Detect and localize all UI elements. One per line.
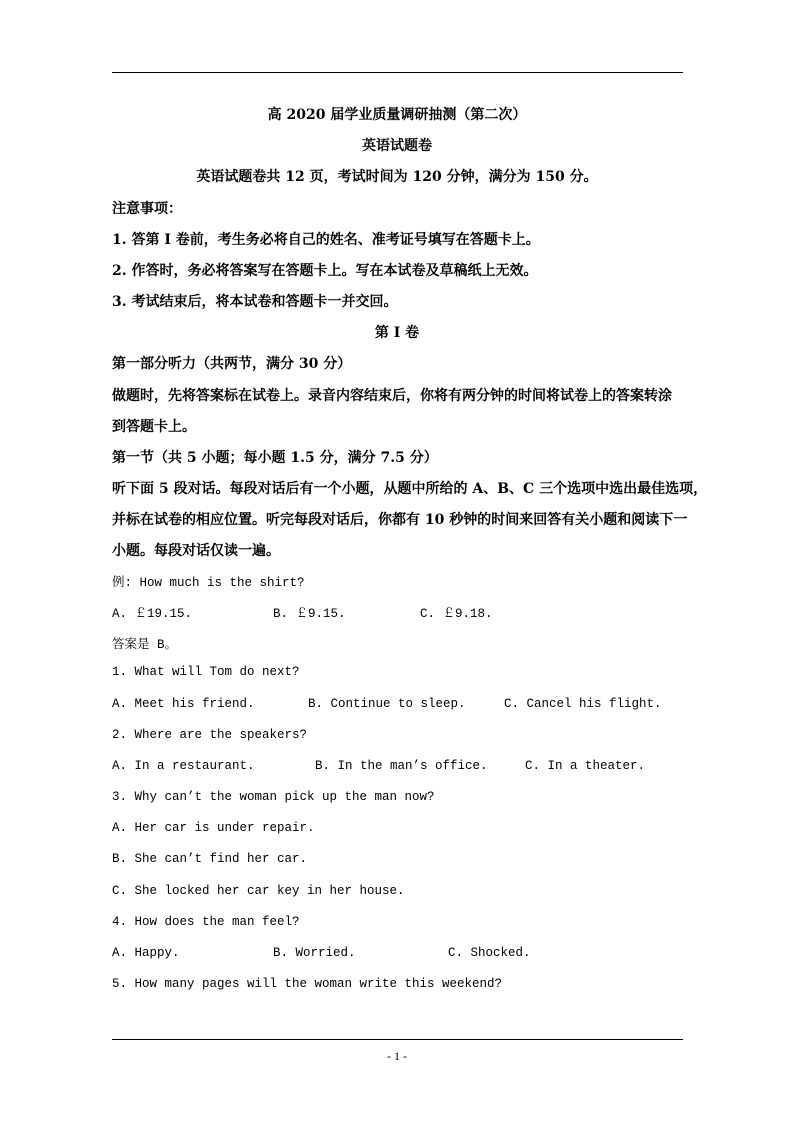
question-5: 5. How many pages will the woman write this weekend? — [112, 977, 503, 991]
question-4-option-a: A. Happy. — [112, 946, 180, 960]
exam-title: 高 2020 届学业质量调研抽测（第二次） — [267, 107, 527, 123]
question-2-option-c: C. In a theater. — [525, 759, 646, 773]
question-3-option-b: B. She can’t find her car. — [112, 852, 308, 866]
question-1-option-c: C. Cancel his flight. — [504, 697, 662, 711]
question-1: 1. What will Tom do next? — [112, 665, 300, 679]
question-3-option-c: C. She locked her car key in her house. — [112, 884, 405, 898]
question-3: 3. Why can’t the woman pick up the man now? — [112, 790, 435, 804]
notes-heading: 注意事项： — [112, 201, 182, 217]
example-option-c: C. ￡9.18. — [420, 607, 493, 621]
question-3-option-a: A. Her car is under repair. — [112, 821, 315, 835]
exam-subtitle: 英语试题卷 — [362, 138, 432, 154]
footer-rule — [112, 1039, 683, 1040]
question-2-option-b: B. In the man’s office. — [315, 759, 488, 773]
example-option-a: A. ￡19.15. — [112, 607, 193, 621]
part1-heading: 第一部分听力（共两节，满分 30 分） — [112, 356, 352, 372]
section1-instructions: 并标在试卷的相应位置。听完每段对话后，你都有 10 秒钟的时间来回答有关小题和阅读下一 — [112, 512, 688, 528]
section1-heading: 第一节（共 5 小题；每小题 1.5 分，满分 7.5 分） — [112, 450, 438, 466]
question-4-option-b: B. Worried. — [273, 946, 356, 960]
example-question: 例: How much is the shirt? — [112, 576, 305, 590]
note-item: 1. 答第 I 卷前，考生务必将自己的姓名、准考证号填写在答题卡上。 — [112, 232, 540, 248]
section1-instructions: 听下面 5 段对话。每段对话后有一个小题，从题中所给的 A、B、C 三个选项中选出最佳选项， — [112, 481, 708, 497]
volume-heading: 第 I 卷 — [374, 325, 420, 341]
note-item: 2. 作答时，务必将答案写在答题卡上。写在本试卷及草稿纸上无效。 — [112, 263, 538, 279]
question-4-option-c: C. Shocked. — [448, 946, 531, 960]
question-1-option-b: B. Continue to sleep. — [308, 697, 466, 711]
section1-instructions: 小题。每段对话仅读一遍。 — [112, 543, 280, 559]
question-2-option-a: A. In a restaurant. — [112, 759, 255, 773]
page-number: - 1 - — [387, 1049, 407, 1063]
part1-instructions: 做题时，先将答案标在试卷上。录音内容结束后，你将有两分钟的时间将试卷上的答案转涂 — [112, 388, 672, 404]
question-1-option-a: A. Meet his friend. — [112, 697, 255, 711]
example-option-b: B. ￡9.15. — [273, 607, 346, 621]
example-answer: 答案是 B。 — [112, 638, 178, 652]
note-item: 3. 考试结束后，将本试卷和答题卡一并交回。 — [112, 294, 398, 310]
question-2: 2. Where are the speakers? — [112, 728, 308, 742]
exam-info: 英语试题卷共 12 页，考试时间为 120 分钟，满分为 150 分。 — [196, 169, 598, 185]
question-4: 4. How does the man feel? — [112, 915, 300, 929]
header-rule — [112, 72, 683, 73]
part1-instructions: 到答题卡上。 — [112, 419, 196, 435]
